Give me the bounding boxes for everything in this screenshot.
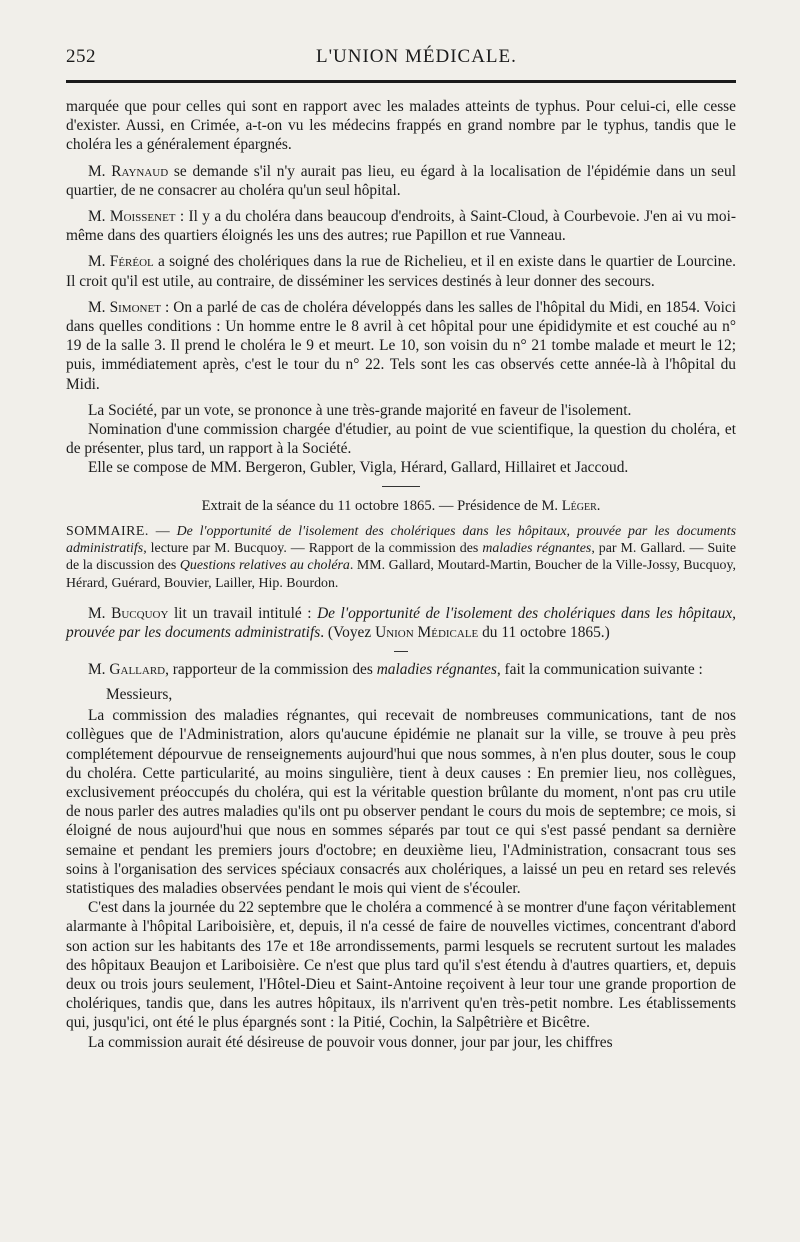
session-text: Extrait de la séance du 11 octobre 1865. — Présidence de <box>201 497 542 514</box>
paragraph-text: , rapporteur de la commission des <box>165 660 377 678</box>
work-title: De l'opportunité de l'isolement des cholériques dans les hôpitaux, prouvée par les documents administratifs <box>66 605 736 642</box>
paragraph-nomination: Nomination d'une commission chargée d'étudier, au point de vue scientifique, la question du choléra, et de présenter, plus tard, un rapport à la Société. <box>66 421 736 458</box>
paragraph-text: : On a parlé de cas de choléra développés dans les salles de l'hôpital du Midi, en 1854. Voici dans quelles conditions : Un homme entre le 8 avril à cet hôpital pour une épididymite et est couché au n° 19 de la salle 3. Il prend le choléra le 9 et meurt. Le 10, son voisin du n° 21 tombe malade et meurt le 12; puis, immédiatement après, c'est le tour du n° 22. Tels sont les cas observés cette année-là à l'hôpital du Midi. <box>66 298 736 393</box>
paragraph-text: se demande s'il n'y aurait pas lieu, eu égard à la localisation de l'épidémie dans un seul quartier, de ne consacrer au choléra qu'un seul hôpital. <box>66 162 736 199</box>
sommaire-text-1: , lecture par M. Bucquoy. — Rapport de la commission des <box>143 541 483 557</box>
sommaire <box>66 523 736 593</box>
paragraph-report-3: La commission aurait été désireuse de pouvoir vous donner, jour par jour, les chiffres <box>88 1033 613 1051</box>
sommaire-title-3: Questions relatives au choléra <box>179 558 350 574</box>
paragraph-text: a soigné des cholériques dans la rue de Richelieu, et il en existe dans le quartier de Lourcine. Il croit qu'il est utile, au contraire, de disséminer les services destinés à leur donner des secours. <box>66 253 737 290</box>
paragraph-text: du 11 octobre 1865.) <box>478 624 610 642</box>
journal-name: Union Médicale <box>375 624 479 642</box>
running-title: L'UNION MÉDICALE. <box>316 46 517 67</box>
paragraph-report-2: C'est dans la journée du 22 septembre que le choléra a commencé à se montrer d'une façon véritablement alarmante à l'hôpital Lariboisière, et, depuis, il n'a cessé de faire de nouvelles victimes, concentrant d'abord son action sur les habitants des 17e et 18e arrondissements, parmi lesquels se recrutent surtout les malades des hôpitaux Beaujon et Lariboisière. Ce n'est que plus tard qu'il s'est étendu à d'autres quartiers, et, depuis deux ou trois jours seulement, l'Hôtel-Dieu et Saint-Antoine reçoivent à leur tour une grande proportion de cholériques, tandis que, dans les autres hôpitaux, ils n'arrivent qu'en très-petit nombre. Les établissements qui, jusqu'ici, ont été le plus épargnés sont : la Pitié, Cochin, la Salpêtrière et Bicêtre. <box>66 899 736 1032</box>
section-divider <box>382 486 420 487</box>
paragraph-simonet <box>66 298 736 394</box>
paragraph-text: . (Voyez <box>320 624 376 642</box>
speaker-name: M. Bucquoy <box>88 605 169 623</box>
paragraph-text: lit un travail intitulé : <box>168 605 318 623</box>
paragraph-fereol <box>66 252 736 290</box>
sommaire-title-1: De l'opportunité de l'isolement des cholériques dans les hôpitaux, prouvée par les documents administratifs <box>66 523 736 557</box>
sommaire-label: SOMMAIRE. <box>66 523 149 539</box>
speaker-name: M. Féréol <box>88 253 154 271</box>
sommaire-text-3: . MM. Gallard, Moutard-Martin, Boucher de la Ville-Jossy, Bucquoy, Hérard, Guérard, Bouvier, Lailler, Hip. Bourdon. <box>66 558 736 591</box>
paragraph-vote: La Société, par un vote, se prononce à une très-grande majorité en faveur de l'isolement. <box>88 401 632 419</box>
paragraph-bucquoy <box>66 604 736 642</box>
speaker-name: M. Simonet <box>88 298 161 316</box>
president-name: M. Léger. <box>541 497 601 514</box>
header-rule <box>66 80 736 83</box>
paragraph-raynaud <box>66 162 736 200</box>
paragraph-report-1: La commission des maladies régnantes, qui recevait de nombreuses communications, tant de nos collègues que de l'Administration, alors qu'aucune épidémie ne planait sur la ville, se trouve à peu près complétement dépourvue de renseignements aujourd'hui que nous sommes, à n'en plus douter, sous le coup du choléra. Cette particularité, au moins singulière, tient à deux causes : En premier lieu, nos collègues, exclusivement préoccupés du choléra, qui est la véritable question brûlante du moment, n'ont pas cru utile de nous parler des autres maladies qu'ils ont pu observer pendant le cours du mois de septembre; ce mois, si éloigné de nous aujourd'hui que nous en sommes séparés par tout ce qui s'est passé pendant sa dernière semaine et pendant les premiers jours d'octobre; en deuxième lieu, l'Administration, consacrant tous ses soins à l'organisation des services spéciaux consacrés aux cholériques, a laissé un peu en retard ses relevés statistiques des maladies observées pendant le mois qui vient de s'écouler. <box>66 707 736 897</box>
speaker-name: M. Moissenet <box>88 208 176 226</box>
paragraph-continuation: marquée que pour celles qui sont en rapport avec les malades atteints de typhus. Pour celui-ci, elle cesse d'exister. Aussi, en Crimée, a-t-on vu les médecins frappés en grand nombre par le typhus, tandis que le choléra les a généralement épargnés. <box>66 98 736 154</box>
small-divider <box>394 651 408 652</box>
speaker-name: M. Raynaud <box>88 162 169 180</box>
sommaire-text-2: , par M. Gallard. — Suite de la discussion des <box>66 541 736 574</box>
running-header <box>66 46 736 76</box>
sommaire-title-2: maladies régnantes <box>482 541 592 557</box>
paragraph-gallard <box>66 660 736 679</box>
salutation: Messieurs, <box>106 685 173 703</box>
page-number: 252 <box>66 46 96 67</box>
sommaire-dash: — <box>148 523 177 539</box>
paragraph-members: Elle se compose de MM. Bergeron, Gubler, Vigla, Hérard, Gallard, Hillairet et Jaccoud. <box>88 459 629 477</box>
paragraph-text: : Il y a du choléra dans beaucoup d'endroits, à Saint-Cloud, à Courbevoie. J'en ai vu moi-même dans des quartiers éloignés les uns des autres; rue Papillon et rue Vanneau. <box>66 208 737 245</box>
session-heading <box>66 497 736 515</box>
paragraph-moissenet <box>66 207 736 245</box>
commission-name: maladies régnantes <box>376 660 497 678</box>
paragraph-text: , fait la communication suivante : <box>496 660 703 678</box>
speaker-name: M. Gallard <box>88 660 166 678</box>
